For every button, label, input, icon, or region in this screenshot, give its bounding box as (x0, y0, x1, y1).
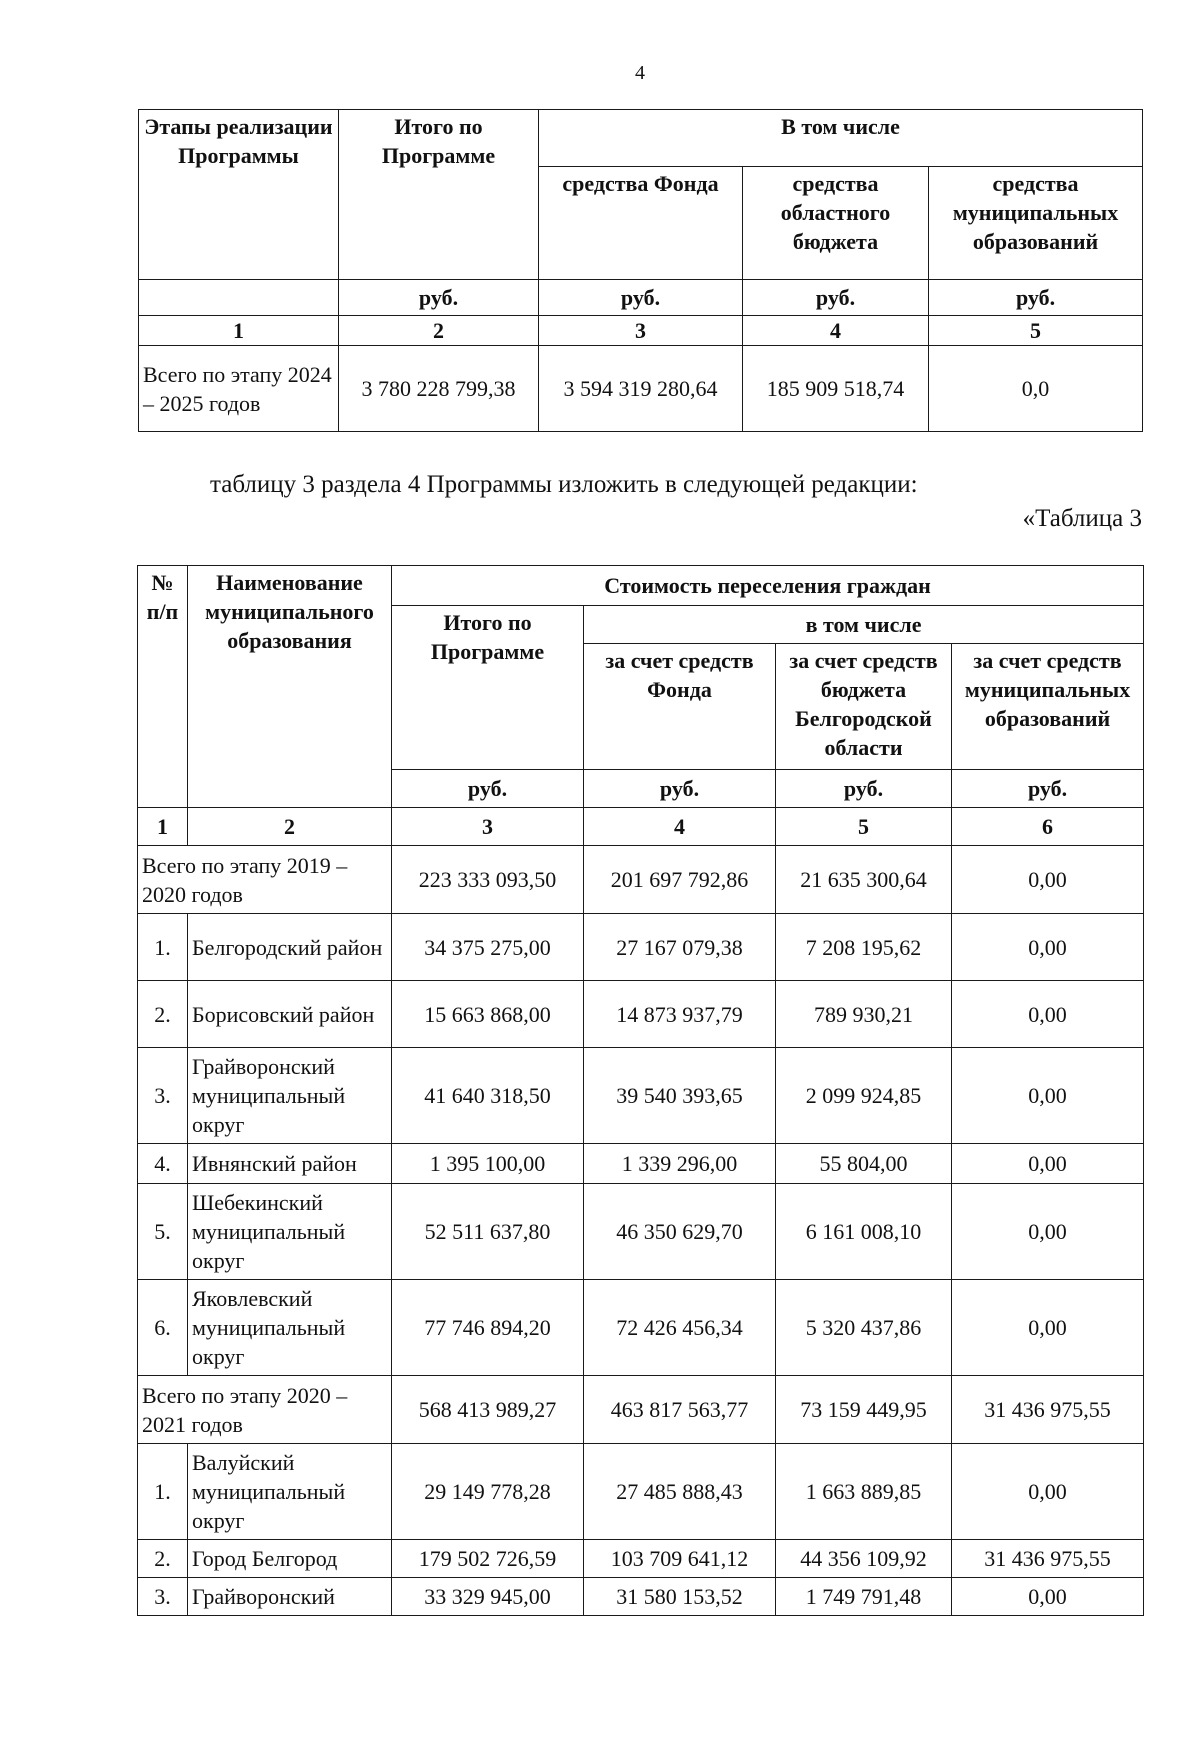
header-municipal: средства муниципальных образований (929, 167, 1143, 280)
header-including: в том числе (584, 606, 1144, 644)
table-row (138, 1048, 1144, 1144)
municipal-value: 0,00 (952, 846, 1144, 914)
table-row (138, 981, 1144, 1048)
row-number: 1. (138, 1444, 188, 1540)
table-row (138, 1184, 1144, 1280)
unit-label: руб. (339, 280, 539, 316)
unit-label: руб. (952, 770, 1144, 808)
municipal-value: 31 436 975,55 (952, 1540, 1144, 1578)
municipal-value: 0,00 (952, 1144, 1144, 1184)
row-number: 5. (138, 1184, 188, 1280)
column-number: 1 (138, 808, 188, 846)
table-row (138, 1280, 1144, 1376)
total-value: 568 413 989,27 (392, 1376, 584, 1444)
column-number: 1 (139, 316, 339, 346)
unit-label: руб. (392, 770, 584, 808)
total-value: 34 375 275,00 (392, 914, 584, 981)
fund-value: 72 426 456,34 (584, 1280, 776, 1376)
fund-value: 201 697 792,86 (584, 846, 776, 914)
row-number: 4. (138, 1144, 188, 1184)
header-name: Наименование муниципального образования (188, 566, 392, 808)
fund-value: 31 580 153,52 (584, 1578, 776, 1616)
total-value: 15 663 868,00 (392, 981, 584, 1048)
header-fund: средства Фонда (539, 167, 743, 280)
unit-label: руб. (776, 770, 952, 808)
header-including: В том числе (539, 110, 1143, 167)
regional-value: 1 749 791,48 (776, 1578, 952, 1616)
total-value: 1 395 100,00 (392, 1144, 584, 1184)
regional-value: 55 804,00 (776, 1144, 952, 1184)
row-number: 3. (138, 1048, 188, 1144)
total-value: 52 511 637,80 (392, 1184, 584, 1280)
unit-label: руб. (929, 280, 1143, 316)
total-value: 29 149 778,28 (392, 1444, 584, 1540)
funding-summary-table (138, 109, 1143, 432)
page-number: 4 (635, 62, 645, 84)
column-number: 4 (584, 808, 776, 846)
header-total: Итого по Программе (339, 110, 539, 280)
unit-label: руб. (743, 280, 929, 316)
fund-value: 3 594 319 280,64 (539, 346, 743, 432)
regional-value: 185 909 518,74 (743, 346, 929, 432)
table-row (138, 1144, 1144, 1184)
column-number: 4 (743, 316, 929, 346)
fund-value: 27 485 888,43 (584, 1444, 776, 1540)
header-fund: за счет средств Фонда (584, 644, 776, 770)
regional-value: 7 208 195,62 (776, 914, 952, 981)
column-number: 5 (776, 808, 952, 846)
table-caption: «Таблица 3 (1022, 505, 1142, 532)
column-number: 2 (339, 316, 539, 346)
municipality-name: Грайворонский (188, 1578, 392, 1616)
column-number: 5 (929, 316, 1143, 346)
municipality-name: Шебекинский муниципальный округ (188, 1184, 392, 1280)
municipal-value: 31 436 975,55 (952, 1376, 1144, 1444)
municipal-value: 0,00 (952, 1444, 1144, 1540)
municipality-name: Город Белгород (188, 1540, 392, 1578)
resettlement-cost-table (137, 565, 1144, 1616)
regional-value: 5 320 437,86 (776, 1280, 952, 1376)
stage-label: Всего по этапу 2020 – 2021 годов (138, 1376, 392, 1444)
unit-label: руб. (584, 770, 776, 808)
regional-value: 44 356 109,92 (776, 1540, 952, 1578)
table-row (139, 346, 1143, 432)
fund-value: 39 540 393,65 (584, 1048, 776, 1144)
fund-value: 27 167 079,38 (584, 914, 776, 981)
header-stages: Этапы реализации Программы (139, 110, 339, 280)
row-number: 6. (138, 1280, 188, 1376)
row-number: 2. (138, 1540, 188, 1578)
table-row (138, 914, 1144, 981)
amendment-paragraph: таблицу 3 раздела 4 Программы изложить в следующей редакции: (210, 471, 918, 498)
table-row (138, 1540, 1144, 1578)
municipal-value: 0,00 (952, 1184, 1144, 1280)
fund-value: 463 817 563,77 (584, 1376, 776, 1444)
municipality-name: Борисовский район (188, 981, 392, 1048)
column-number: 6 (952, 808, 1144, 846)
fund-value: 46 350 629,70 (584, 1184, 776, 1280)
table-row (138, 1444, 1144, 1540)
header-regional: средства областного бюджета (743, 167, 929, 280)
municipal-value: 0,00 (952, 914, 1144, 981)
municipality-name: Ивнянский район (188, 1144, 392, 1184)
stage-label: Всего по этапу 2024 – 2025 годов (139, 346, 339, 432)
fund-value: 1 339 296,00 (584, 1144, 776, 1184)
regional-value: 2 099 924,85 (776, 1048, 952, 1144)
column-number: 3 (539, 316, 743, 346)
row-number: 1. (138, 914, 188, 981)
total-value: 223 333 093,50 (392, 846, 584, 914)
municipal-value: 0,00 (952, 981, 1144, 1048)
unit-label: руб. (539, 280, 743, 316)
municipality-name: Белгородский район (188, 914, 392, 981)
column-number: 2 (188, 808, 392, 846)
municipal-value: 0,00 (952, 1578, 1144, 1616)
header-municipal: за счет средств муниципальных образований (952, 644, 1144, 770)
municipality-name: Грайворонский муниципальный округ (188, 1048, 392, 1144)
municipal-value: 0,00 (952, 1280, 1144, 1376)
fund-value: 14 873 937,79 (584, 981, 776, 1048)
regional-value: 73 159 449,95 (776, 1376, 952, 1444)
header-no: № п/п (138, 566, 188, 808)
regional-value: 21 635 300,64 (776, 846, 952, 914)
fund-value: 103 709 641,12 (584, 1540, 776, 1578)
municipality-name: Валуйский муниципальный округ (188, 1444, 392, 1540)
stage-total-row (138, 846, 1144, 914)
table-row (138, 1578, 1144, 1616)
stage-label: Всего по этапу 2019 – 2020 годов (138, 846, 392, 914)
header-total: Итого по Программе (392, 606, 584, 770)
total-value: 77 746 894,20 (392, 1280, 584, 1376)
stage-total-row (138, 1376, 1144, 1444)
total-value: 3 780 228 799,38 (339, 346, 539, 432)
column-number: 3 (392, 808, 584, 846)
total-value: 33 329 945,00 (392, 1578, 584, 1616)
total-value: 41 640 318,50 (392, 1048, 584, 1144)
municipal-value: 0,0 (929, 346, 1143, 432)
regional-value: 6 161 008,10 (776, 1184, 952, 1280)
municipal-value: 0,00 (952, 1048, 1144, 1144)
regional-value: 789 930,21 (776, 981, 952, 1048)
row-number: 3. (138, 1578, 188, 1616)
header-cost: Стоимость переселения граждан (392, 566, 1144, 606)
regional-value: 1 663 889,85 (776, 1444, 952, 1540)
row-number: 2. (138, 981, 188, 1048)
header-regional: за счет средств бюджета Белгородской области (776, 644, 952, 770)
total-value: 179 502 726,59 (392, 1540, 584, 1578)
municipality-name: Яковлевский муниципальный округ (188, 1280, 392, 1376)
